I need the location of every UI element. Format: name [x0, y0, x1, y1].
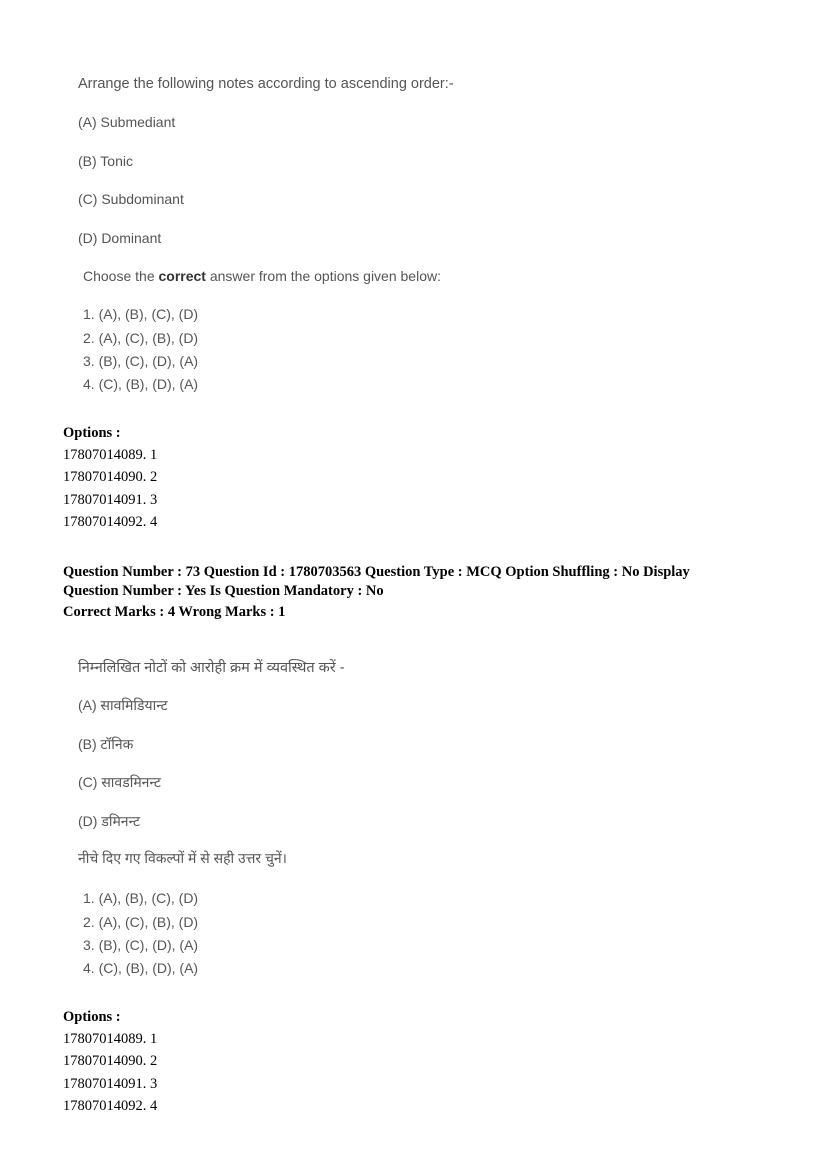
- instruction-prefix: Choose the: [83, 268, 159, 284]
- options-list: [63, 1009, 463, 1129]
- option-item: 17807014091. 3: [63, 1076, 158, 1092]
- question-item: (D) डमिनन्ट: [78, 813, 141, 829]
- question-item: (C) सावडमिनन्ट: [78, 774, 161, 790]
- metadata-line: Question Number : 73 Question Id : 1780703563 Question Type : MCQ Option Shuffling : No Display: [63, 564, 690, 580]
- options-label: Options :: [63, 425, 121, 441]
- question-stem: निम्नलिखित नोटों को आरोही क्रम में व्यवस्थित करें -: [78, 660, 345, 676]
- question-item: (C) Subdominant: [78, 191, 184, 207]
- question-item: (D) Dominant: [78, 230, 162, 246]
- option-item: 17807014092. 4: [63, 514, 158, 530]
- option-item: 17807014090. 2: [63, 1053, 158, 1069]
- option-item: 17807014091. 3: [63, 492, 158, 508]
- answer-choice: 1. (A), (B), (C), (D): [83, 890, 199, 906]
- question-instruction: [83, 268, 441, 284]
- question-item: (B) टॉनिक: [78, 736, 134, 752]
- hindi-question: [78, 657, 678, 977]
- option-item: 17807014090. 2: [63, 469, 158, 485]
- options-list: [63, 425, 463, 545]
- answer-choice: 1. (A), (B), (C), (D): [83, 306, 199, 322]
- answer-choice: 2. (A), (C), (B), (D): [83, 330, 199, 346]
- answer-choice: 3. (B), (C), (D), (A): [83, 353, 199, 369]
- instruction-suffix: answer from the options given below:: [205, 268, 441, 284]
- option-item: 17807014089. 1: [63, 447, 158, 463]
- question-instruction: नीचे दिए गए विकल्पों में से सही उत्तर चुनें।: [78, 850, 287, 866]
- question-item: (A) सावमिडियान्ट: [78, 697, 168, 713]
- answer-choice: 4. (C), (B), (D), (A): [83, 376, 199, 392]
- answer-choice: 2. (A), (C), (B), (D): [83, 914, 199, 930]
- option-item: 17807014089. 1: [63, 1031, 158, 1047]
- metadata-line: Correct Marks : 4 Wrong Marks : 1: [63, 604, 286, 620]
- question-metadata: [63, 564, 763, 630]
- english-question: [78, 76, 678, 396]
- answer-choice: 3. (B), (C), (D), (A): [83, 937, 199, 953]
- instruction-bold-word: correct: [158, 268, 206, 284]
- metadata-line: Question Number : Yes Is Question Mandatory : No: [63, 583, 384, 599]
- option-item: 17807014092. 4: [63, 1098, 158, 1114]
- options-label: Options :: [63, 1009, 121, 1025]
- question-item: (A) Submediant: [78, 114, 176, 130]
- question-stem: Arrange the following notes according to ascending order:-: [78, 76, 454, 92]
- answer-choice: 4. (C), (B), (D), (A): [83, 960, 199, 976]
- question-item: (B) Tonic: [78, 153, 133, 169]
